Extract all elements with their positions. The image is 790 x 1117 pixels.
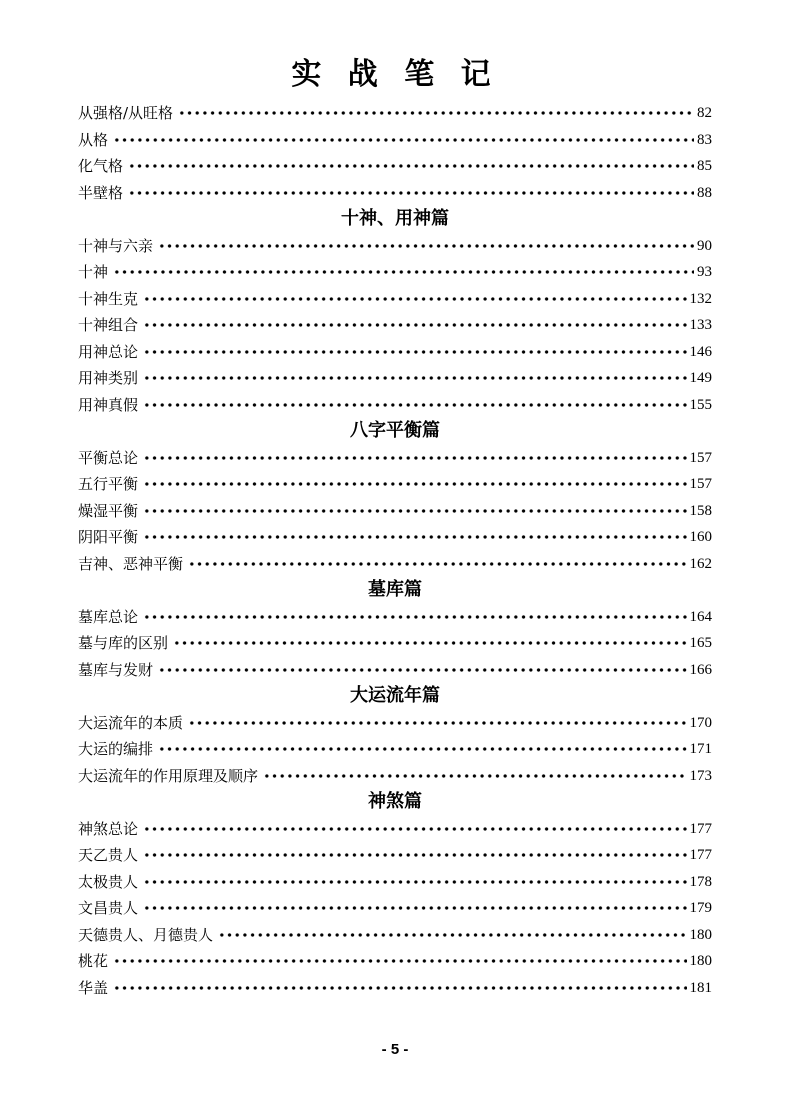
dot-leader [143,614,686,620]
toc-entry [78,604,712,631]
toc-entry-page: 181 [689,979,712,996]
toc-entry-page: 83 [697,131,712,148]
dot-leader [188,720,686,726]
dot-leader [143,375,686,381]
dot-leader [143,402,686,408]
toc-entry-title: 从格 [78,130,109,149]
toc-entry-page: 82 [697,105,712,121]
toc-entry [78,895,712,922]
toc-entry-title: 用神类别 [78,369,139,387]
toc-entry-page: 157 [689,449,712,466]
toc-entry-page: 180 [689,926,712,943]
dot-leader [263,773,686,779]
toc-section [78,418,712,577]
toc-entry-page: 158 [689,502,712,519]
toc-entry-title: 大运流年的本质 [78,713,184,732]
toc-entry-title: 用神总论 [78,342,139,361]
dot-leader [113,137,694,143]
toc-entry-title: 墓与库的区别 [78,634,169,652]
toc-entry-page: 146 [689,343,712,360]
dot-leader [143,905,686,911]
toc-entry-page: 155 [689,396,712,413]
toc-entry [78,233,712,260]
toc-entry-page: 162 [689,555,712,572]
toc-entry-page: 165 [689,635,712,651]
toc-entry-title: 墓库与发财 [78,660,154,679]
toc-entry [78,922,712,949]
toc-entry-title: 半壁格 [78,183,124,202]
section-heading: 大运流年篇 [350,685,440,706]
dot-leader [143,481,686,487]
toc-entry-page: 132 [689,290,712,307]
toc-entry [78,524,712,551]
dot-leader [158,667,686,673]
section-heading: 十神、用神篇 [341,208,449,229]
dot-leader [158,746,686,752]
toc-section [78,789,712,1001]
toc-entry-page: 160 [689,529,712,545]
dot-leader [113,958,686,964]
toc-entry [78,816,712,843]
toc-entry-page: 180 [689,953,712,969]
dot-leader [218,932,686,938]
toc-entry-page: 133 [689,317,712,333]
toc-entry-page: 166 [689,661,712,678]
section-heading: 神煞篇 [368,791,422,812]
dot-leader [143,508,686,514]
toc-entry-page: 85 [697,158,712,174]
toc-entry-title: 化气格 [78,157,124,175]
toc-entry-title: 十神组合 [78,316,139,334]
dot-leader [143,826,686,832]
toc-entry [78,763,712,790]
toc-entry [78,392,712,419]
toc-entry [78,948,712,975]
dot-leader [143,534,686,540]
toc-entry-title: 十神与六亲 [78,236,154,255]
toc-entry [78,339,712,366]
toc-section [78,683,712,789]
toc-entry-title: 五行平衡 [78,475,139,493]
dot-leader [113,985,686,991]
toc-entry-title: 文昌贵人 [78,899,139,917]
toc-entry-title: 桃花 [78,952,109,970]
dot-leader [178,110,694,116]
toc-entry [78,736,712,763]
toc-entry-page: 157 [689,476,712,492]
page-number: - 5 - [381,1041,409,1058]
toc-entry-title: 吉神、恶神平衡 [78,554,184,573]
dot-leader [143,296,686,302]
toc-entry-page: 173 [689,767,712,784]
toc-section [78,206,712,418]
toc-entry-title: 平衡总论 [78,448,139,467]
toc-entry-page: 177 [689,820,712,837]
toc-entry-page: 93 [697,264,712,280]
toc-entry [78,445,712,472]
toc-entry [78,127,712,154]
dot-leader [143,349,686,355]
page-title: 实 战 笔 记 [291,57,499,92]
toc-section [78,100,712,206]
toc-entry [78,180,712,207]
toc-entry-title: 天德贵人、月德贵人 [78,925,214,944]
toc-entry [78,710,712,737]
toc-entry [78,365,712,392]
toc-entry [78,312,712,339]
toc-entry-title: 大运流年的作用原理及顺序 [78,766,259,785]
toc-entry [78,471,712,498]
toc-entry-title: 墓库总论 [78,607,139,626]
toc-entry-page: 177 [689,847,712,863]
toc-entry-title: 用神真假 [78,395,139,414]
toc-entry-page: 90 [697,237,712,254]
dot-leader [188,561,686,567]
toc-entry-page: 170 [689,714,712,731]
toc-entry [78,259,712,286]
dot-leader [128,190,694,196]
section-heading: 墓库篇 [368,579,422,600]
dot-leader [143,455,686,461]
toc-entry-title: 从强格/从旺格 [78,104,174,122]
toc-entry-title: 天乙贵人 [78,846,139,864]
toc-entry-title: 华盖 [78,978,109,997]
toc-section [78,577,712,683]
toc-entry [78,975,712,1002]
toc-entry-title: 阴阳平衡 [78,528,139,546]
toc-entry-page: 164 [689,608,712,625]
dot-leader [128,163,694,169]
toc-entry-title: 燥湿平衡 [78,501,139,520]
toc-entry [78,630,712,657]
section-heading: 八字平衡篇 [350,420,440,441]
toc-entry [78,100,712,127]
toc-entry [78,153,712,180]
dot-leader [143,322,686,328]
toc-entry [78,498,712,525]
dot-leader [113,269,694,275]
toc-entry-page: 171 [689,741,712,757]
dot-leader [158,243,694,249]
dot-leader [173,640,686,646]
table-of-contents [78,100,712,1001]
toc-entry [78,869,712,896]
toc-entry-title: 太极贵人 [78,872,139,891]
toc-entry-title: 十神生克 [78,289,139,308]
toc-entry [78,286,712,313]
toc-entry-title: 神煞总论 [78,819,139,838]
dot-leader [143,879,686,885]
toc-entry-page: 88 [697,184,712,201]
toc-entry-page: 179 [689,900,712,916]
toc-entry-page: 149 [689,370,712,386]
toc-entry-page: 178 [689,873,712,890]
toc-entry [78,842,712,869]
dot-leader [143,852,686,858]
toc-entry-title: 十神 [78,263,109,281]
toc-entry [78,657,712,684]
toc-entry [78,551,712,578]
toc-entry-title: 大运的编排 [78,740,154,758]
